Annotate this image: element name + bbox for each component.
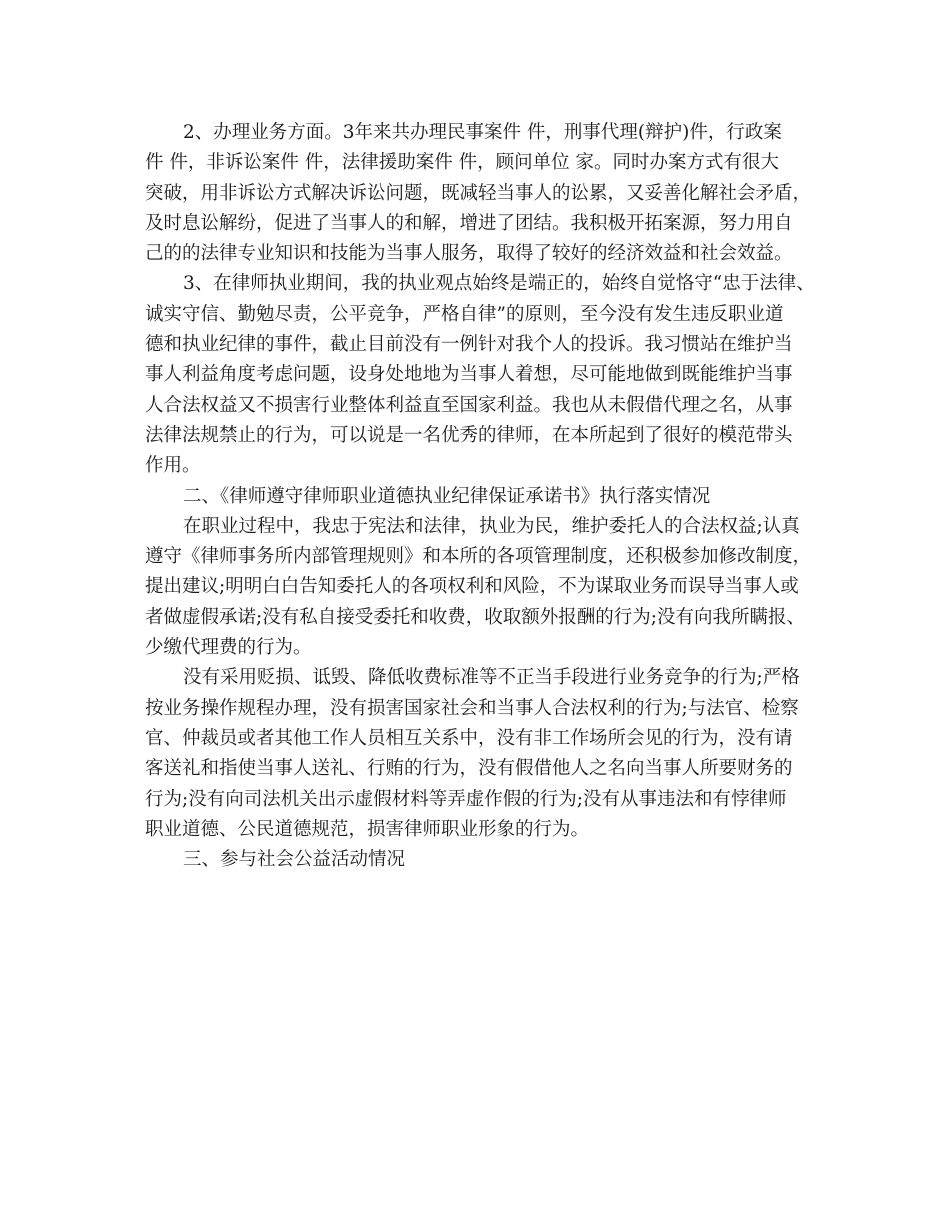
- paragraph-business-handling: [145, 118, 825, 269]
- paragraph-no-misconduct: [145, 663, 825, 845]
- text-line: 诚实守信、勤勉尽责，公平竞争，严格自律”的原则，至今没有发生违反职业道: [145, 303, 784, 325]
- heading-line: 二、《律师遵守律师职业道德执业纪律保证承诺书》执行落实情况: [183, 485, 711, 507]
- text-line: 没有采用贬损、诋毁、降低收费标准等不正当手段进行业务竞争的行为;严格: [183, 667, 800, 689]
- text-line: 提出建议;明明白白告知委托人的各项权利和风险，不为谋取业务而误导当事人或: [145, 576, 799, 598]
- text-line: 作用。: [145, 455, 201, 477]
- text-line: 行为;没有向司法机关出示虚假材料等弄虚作假的行为;没有从事违法和有悖律师: [145, 788, 787, 810]
- paragraph-loyalty-to-law: [145, 512, 825, 663]
- text-line: 及时息讼解纷，促进了当事人的和解，增进了团结。我积极开拓案源，努力用自: [145, 212, 793, 234]
- section-heading-commitment: [145, 482, 825, 512]
- text-line: 己的的法律专业知识和技能为当事人服务，取得了较好的经济效益和社会效益。: [145, 243, 793, 265]
- text-line: 突破，用非诉讼方式解决诉讼问题，既减轻当事人的讼累，又妥善化解社会矛盾，: [145, 182, 812, 204]
- paragraph-practice-conduct: [145, 269, 825, 481]
- text-line: 3、在律师执业期间，我的执业观点始终是端正的，始终自觉恪守“忠于法律、: [183, 273, 815, 295]
- text-line: 遵守《律师事务所内部管理规则》和本所的各项管理制度，还积极参加修改制度，: [145, 546, 812, 568]
- text-line: 人合法权益又不损害行业整体利益直至国家利益。我也从未假借代理之名，从事: [145, 394, 793, 416]
- heading-line: 三、参与社会公益活动情况: [183, 849, 406, 871]
- text-line: 法律法规禁止的行为，可以说是一名优秀的律师，在本所起到了很好的模范带头: [145, 424, 793, 446]
- text-line: 者做虚假承诺;没有私自接受委托和收费，收取额外报酬的行为;没有向我所瞒报、: [145, 606, 805, 628]
- text-line: 少缴代理费的行为。: [145, 637, 312, 659]
- text-line: 事人利益角度考虑问题，设身处地地为当事人着想，尽可能地做到既能维护当事: [145, 364, 793, 386]
- section-heading-public-welfare: [145, 845, 825, 875]
- text-line: 2、办理业务方面。3年来共办理民事案件 件，刑事代理(辩护)件，行政案: [183, 122, 782, 143]
- text-line: 件 件，非诉讼案件 件，法律援助案件 件，顾问单位 家。同时办案方式有很大: [145, 152, 780, 174]
- text-line: 按业务操作规程办理，没有损害国家社会和当事人合法权利的行为;与法官、检察: [145, 697, 799, 719]
- text-line: 客送礼和指使当事人送礼、行贿的行为，没有假借他人之名向当事人所要财务的: [145, 758, 793, 780]
- document-body: [145, 118, 825, 875]
- text-line: 官、仲裁员或者其他工作人员相互关系中，没有非工作场所会见的行为，没有请: [145, 727, 793, 749]
- text-line: 职业道德、公民道德规范，损害律师职业形象的行为。: [145, 818, 590, 840]
- text-line: 德和执业纪律的事件，截止目前没有一例针对我个人的投诉。我习惯站在维护当: [145, 334, 793, 356]
- text-line: 在职业过程中，我忠于宪法和法律，执业为民，维护委托人的合法权益;认真: [183, 515, 800, 537]
